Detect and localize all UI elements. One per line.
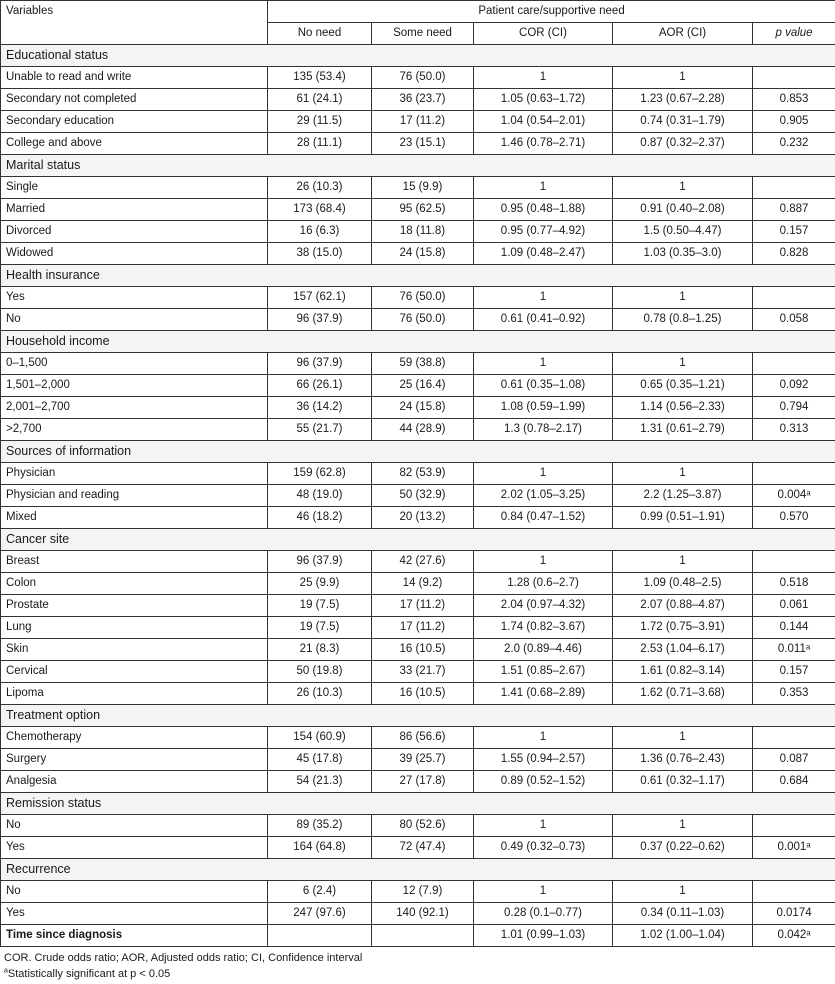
aor-cell: 1.03 (0.35–3.0) xyxy=(613,243,753,265)
row-label: Chemotherapy xyxy=(1,727,268,749)
cor-cell: 1.28 (0.6–2.7) xyxy=(474,573,613,595)
some-need-cell: 140 (92.1) xyxy=(372,903,474,925)
some-need-cell: 76 (50.0) xyxy=(372,309,474,331)
aor-cell: 1.5 (0.50–4.47) xyxy=(613,221,753,243)
some-need-cell: 76 (50.0) xyxy=(372,67,474,89)
cor-cell: 1.01 (0.99–1.03) xyxy=(474,925,613,947)
aor-cell: 0.87 (0.32–2.37) xyxy=(613,133,753,155)
table-row xyxy=(1,375,835,397)
section-row xyxy=(1,155,835,177)
row-label: Yes xyxy=(1,903,268,925)
table-row xyxy=(1,903,835,925)
header-no-need: No need xyxy=(268,23,372,45)
row-label: 2,001–2,700 xyxy=(1,397,268,419)
p-value-cell: 0.518 xyxy=(753,573,835,595)
some-need-cell: 14 (9.2) xyxy=(372,573,474,595)
cor-cell: 1.51 (0.85–2.67) xyxy=(474,661,613,683)
no-need-cell: 36 (14.2) xyxy=(268,397,372,419)
no-need-cell: 50 (19.8) xyxy=(268,661,372,683)
p-value-cell: 0.092 xyxy=(753,375,835,397)
row-label: Married xyxy=(1,199,268,221)
no-need-cell: 19 (7.5) xyxy=(268,595,372,617)
row-label: Lung xyxy=(1,617,268,639)
row-label: Analgesia xyxy=(1,771,268,793)
row-label: 1,501–2,000 xyxy=(1,375,268,397)
p-value-cell xyxy=(753,353,835,375)
row-label: Yes xyxy=(1,837,268,859)
cor-cell: 1.08 (0.59–1.99) xyxy=(474,397,613,419)
no-need-cell: 19 (7.5) xyxy=(268,617,372,639)
cor-cell: 0.95 (0.48–1.88) xyxy=(474,199,613,221)
some-need-cell: 42 (27.6) xyxy=(372,551,474,573)
table-row xyxy=(1,177,835,199)
aor-cell: 2.07 (0.88–4.87) xyxy=(613,595,753,617)
cor-cell: 1 xyxy=(474,177,613,199)
section-title: Remission status xyxy=(1,793,835,815)
table-row xyxy=(1,199,835,221)
no-need-cell: 247 (97.6) xyxy=(268,903,372,925)
row-label: Skin xyxy=(1,639,268,661)
row-label: Divorced xyxy=(1,221,268,243)
row-label: Unable to read and write xyxy=(1,67,268,89)
aor-cell: 1 xyxy=(613,815,753,837)
row-label: Widowed xyxy=(1,243,268,265)
row-label: Colon xyxy=(1,573,268,595)
cor-cell: 0.61 (0.41–0.92) xyxy=(474,309,613,331)
no-need-cell: 46 (18.2) xyxy=(268,507,372,529)
table-row xyxy=(1,309,835,331)
cor-cell: 1.3 (0.78–2.17) xyxy=(474,419,613,441)
header-variables: Variables xyxy=(1,1,268,45)
aor-cell: 1.02 (1.00–1.04) xyxy=(613,925,753,947)
table-row xyxy=(1,133,835,155)
some-need-cell: 17 (11.2) xyxy=(372,617,474,639)
row-label: Lipoma xyxy=(1,683,268,705)
no-need-cell: 6 (2.4) xyxy=(268,881,372,903)
header-group: Patient care/supportive need xyxy=(268,1,835,23)
no-need-cell: 48 (19.0) xyxy=(268,485,372,507)
no-need-cell: 55 (21.7) xyxy=(268,419,372,441)
header-p-value: p value xyxy=(753,23,835,45)
section-row xyxy=(1,45,835,67)
cor-cell: 1.46 (0.78–2.71) xyxy=(474,133,613,155)
p-value-cell: 0.828 xyxy=(753,243,835,265)
aor-cell: 1 xyxy=(613,67,753,89)
aor-cell: 0.65 (0.35–1.21) xyxy=(613,375,753,397)
no-need-cell xyxy=(268,925,372,947)
some-need-cell: 18 (11.8) xyxy=(372,221,474,243)
p-value-cell: 0.058 xyxy=(753,309,835,331)
footnote-significance xyxy=(4,966,831,982)
p-value-cell: 0.0174 xyxy=(753,903,835,925)
some-need-cell: 16 (10.5) xyxy=(372,639,474,661)
aor-cell: 1.09 (0.48–2.5) xyxy=(613,573,753,595)
some-need-cell: 50 (32.9) xyxy=(372,485,474,507)
header-some-need: Some need xyxy=(372,23,474,45)
header-aor: AOR (CI) xyxy=(613,23,753,45)
some-need-cell: 39 (25.7) xyxy=(372,749,474,771)
row-label: Surgery xyxy=(1,749,268,771)
some-need-cell: 76 (50.0) xyxy=(372,287,474,309)
aor-cell: 1.36 (0.76–2.43) xyxy=(613,749,753,771)
some-need-cell: 23 (15.1) xyxy=(372,133,474,155)
cor-cell: 1.04 (0.54–2.01) xyxy=(474,111,613,133)
no-need-cell: 21 (8.3) xyxy=(268,639,372,661)
p-value-cell: 0.905 xyxy=(753,111,835,133)
some-need-cell: 24 (15.8) xyxy=(372,397,474,419)
some-need-cell: 59 (38.8) xyxy=(372,353,474,375)
some-need-cell: 25 (16.4) xyxy=(372,375,474,397)
row-label: Mixed xyxy=(1,507,268,529)
table-row xyxy=(1,661,835,683)
row-label: No xyxy=(1,881,268,903)
some-need-cell: 36 (23.7) xyxy=(372,89,474,111)
aor-cell: 1 xyxy=(613,353,753,375)
aor-cell: 1 xyxy=(613,463,753,485)
p-value-cell xyxy=(753,287,835,309)
no-need-cell: 154 (60.9) xyxy=(268,727,372,749)
aor-cell: 0.61 (0.32–1.17) xyxy=(613,771,753,793)
table-row xyxy=(1,397,835,419)
no-need-cell: 29 (11.5) xyxy=(268,111,372,133)
p-value-cell xyxy=(753,551,835,573)
row-label: No xyxy=(1,309,268,331)
cor-cell: 0.89 (0.52–1.52) xyxy=(474,771,613,793)
table-row xyxy=(1,749,835,771)
cor-cell: 1 xyxy=(474,353,613,375)
no-need-cell: 89 (35.2) xyxy=(268,815,372,837)
cor-cell: 1 xyxy=(474,881,613,903)
row-label: Prostate xyxy=(1,595,268,617)
cor-cell: 0.84 (0.47–1.52) xyxy=(474,507,613,529)
some-need-cell: 72 (47.4) xyxy=(372,837,474,859)
section-row xyxy=(1,331,835,353)
some-need-cell: 16 (10.5) xyxy=(372,683,474,705)
section-title: Cancer site xyxy=(1,529,835,551)
table-row xyxy=(1,507,835,529)
no-need-cell: 38 (15.0) xyxy=(268,243,372,265)
section-title: Treatment option xyxy=(1,705,835,727)
table-row xyxy=(1,683,835,705)
header-cor: COR (CI) xyxy=(474,23,613,45)
some-need-cell: 15 (9.9) xyxy=(372,177,474,199)
aor-cell: 0.34 (0.11–1.03) xyxy=(613,903,753,925)
row-label: Physician xyxy=(1,463,268,485)
no-need-cell: 96 (37.9) xyxy=(268,353,372,375)
aor-cell: 1 xyxy=(613,177,753,199)
no-need-cell: 54 (21.3) xyxy=(268,771,372,793)
row-label: Secondary education xyxy=(1,111,268,133)
cor-cell: 0.95 (0.77–4.92) xyxy=(474,221,613,243)
aor-cell: 1.14 (0.56–2.33) xyxy=(613,397,753,419)
footnotes xyxy=(0,947,835,982)
some-need-cell: 17 (11.2) xyxy=(372,111,474,133)
some-need-cell: 20 (13.2) xyxy=(372,507,474,529)
table-row xyxy=(1,595,835,617)
table-row xyxy=(1,485,835,507)
aor-cell: 1.31 (0.61–2.79) xyxy=(613,419,753,441)
section-title: Sources of information xyxy=(1,441,835,463)
table-row xyxy=(1,815,835,837)
no-need-cell: 16 (6.3) xyxy=(268,221,372,243)
cor-cell: 1 xyxy=(474,67,613,89)
table-row xyxy=(1,881,835,903)
no-need-cell: 135 (53.4) xyxy=(268,67,372,89)
no-need-cell: 45 (17.8) xyxy=(268,749,372,771)
table-row xyxy=(1,221,835,243)
table-row xyxy=(1,727,835,749)
aor-cell: 1 xyxy=(613,287,753,309)
p-value-cell: 0.232 xyxy=(753,133,835,155)
p-value-cell: 0.042ᵃ xyxy=(753,925,835,947)
some-need-cell: 80 (52.6) xyxy=(372,815,474,837)
row-label: 0–1,500 xyxy=(1,353,268,375)
header-row-1 xyxy=(1,1,835,23)
table-row xyxy=(1,353,835,375)
aor-cell: 0.74 (0.31–1.79) xyxy=(613,111,753,133)
no-need-cell: 61 (24.1) xyxy=(268,89,372,111)
no-need-cell: 66 (26.1) xyxy=(268,375,372,397)
cor-cell: 1.05 (0.63–1.72) xyxy=(474,89,613,111)
footnote-mark: a xyxy=(4,967,8,975)
no-need-cell: 96 (37.9) xyxy=(268,309,372,331)
aor-cell: 0.37 (0.22–0.62) xyxy=(613,837,753,859)
table-row xyxy=(1,617,835,639)
row-label: Physician and reading xyxy=(1,485,268,507)
cor-cell: 1.09 (0.48–2.47) xyxy=(474,243,613,265)
table-row xyxy=(1,89,835,111)
section-row xyxy=(1,705,835,727)
aor-cell: 1.62 (0.71–3.68) xyxy=(613,683,753,705)
aor-cell: 1.72 (0.75–3.91) xyxy=(613,617,753,639)
table-row xyxy=(1,243,835,265)
some-need-cell: 27 (17.8) xyxy=(372,771,474,793)
row-label: Single xyxy=(1,177,268,199)
section-title: Educational status xyxy=(1,45,835,67)
cor-cell: 0.61 (0.35–1.08) xyxy=(474,375,613,397)
p-value-cell: 0.853 xyxy=(753,89,835,111)
no-need-cell: 25 (9.9) xyxy=(268,573,372,595)
p-value-cell xyxy=(753,463,835,485)
table-row xyxy=(1,551,835,573)
aor-cell: 1 xyxy=(613,881,753,903)
p-value-cell: 0.794 xyxy=(753,397,835,419)
section-title: Marital status xyxy=(1,155,835,177)
cor-cell: 0.28 (0.1–0.77) xyxy=(474,903,613,925)
cor-cell: 0.49 (0.32–0.73) xyxy=(474,837,613,859)
row-label: No xyxy=(1,815,268,837)
table-row xyxy=(1,419,835,441)
no-need-cell: 159 (62.8) xyxy=(268,463,372,485)
some-need-cell: 24 (15.8) xyxy=(372,243,474,265)
row-label: Cervical xyxy=(1,661,268,683)
cor-cell: 1 xyxy=(474,815,613,837)
section-row xyxy=(1,793,835,815)
cor-cell: 1.41 (0.68–2.89) xyxy=(474,683,613,705)
aor-cell: 2.53 (1.04–6.17) xyxy=(613,639,753,661)
cor-cell: 1.74 (0.82–3.67) xyxy=(474,617,613,639)
row-label: >2,700 xyxy=(1,419,268,441)
some-need-cell: 33 (21.7) xyxy=(372,661,474,683)
table-row xyxy=(1,639,835,661)
aor-cell: 0.78 (0.8–1.25) xyxy=(613,309,753,331)
table-row xyxy=(1,573,835,595)
cor-cell: 1 xyxy=(474,463,613,485)
some-need-cell: 12 (7.9) xyxy=(372,881,474,903)
some-need-cell: 86 (56.6) xyxy=(372,727,474,749)
row-label: College and above xyxy=(1,133,268,155)
p-value-cell xyxy=(753,881,835,903)
some-need-cell: 44 (28.9) xyxy=(372,419,474,441)
p-value-cell: 0.004ᵃ xyxy=(753,485,835,507)
table-row xyxy=(1,463,835,485)
p-value-cell: 0.087 xyxy=(753,749,835,771)
footnote-abbrev: COR. Crude odds ratio; AOR, Adjusted odds ratio; CI, Confidence interval xyxy=(4,952,363,964)
section-title: Recurrence xyxy=(1,859,835,881)
no-need-cell: 164 (64.8) xyxy=(268,837,372,859)
p-value-cell: 0.011ᵃ xyxy=(753,639,835,661)
p-value-cell xyxy=(753,727,835,749)
table-row xyxy=(1,837,835,859)
cor-cell: 1.55 (0.94–2.57) xyxy=(474,749,613,771)
p-value-cell: 0.313 xyxy=(753,419,835,441)
section-row xyxy=(1,441,835,463)
no-need-cell: 26 (10.3) xyxy=(268,177,372,199)
no-need-cell: 26 (10.3) xyxy=(268,683,372,705)
no-need-cell: 96 (37.9) xyxy=(268,551,372,573)
no-need-cell: 157 (62.1) xyxy=(268,287,372,309)
p-value-cell: 0.684 xyxy=(753,771,835,793)
cor-cell: 1 xyxy=(474,287,613,309)
section-title: Household income xyxy=(1,331,835,353)
some-need-cell: 17 (11.2) xyxy=(372,595,474,617)
p-value-cell: 0.570 xyxy=(753,507,835,529)
some-need-cell: 95 (62.5) xyxy=(372,199,474,221)
aor-cell: 2.2 (1.25–3.87) xyxy=(613,485,753,507)
p-value-cell: 0.061 xyxy=(753,595,835,617)
table-row xyxy=(1,67,835,89)
cor-cell: 2.02 (1.05–3.25) xyxy=(474,485,613,507)
some-need-cell: 82 (53.9) xyxy=(372,463,474,485)
aor-cell: 1.61 (0.82–3.14) xyxy=(613,661,753,683)
section-title: Health insurance xyxy=(1,265,835,287)
table-row xyxy=(1,287,835,309)
cor-cell: 2.0 (0.89–4.46) xyxy=(474,639,613,661)
aor-cell: 1.23 (0.67–2.28) xyxy=(613,89,753,111)
section-row xyxy=(1,859,835,881)
p-value-cell: 0.353 xyxy=(753,683,835,705)
section-row xyxy=(1,265,835,287)
some-need-cell xyxy=(372,925,474,947)
cor-cell: 1 xyxy=(474,551,613,573)
row-label: Breast xyxy=(1,551,268,573)
section-row xyxy=(1,529,835,551)
aor-cell: 1 xyxy=(613,551,753,573)
p-value-cell xyxy=(753,67,835,89)
p-value-cell: 0.157 xyxy=(753,221,835,243)
p-value-cell: 0.887 xyxy=(753,199,835,221)
p-value-cell xyxy=(753,815,835,837)
aor-cell: 0.91 (0.40–2.08) xyxy=(613,199,753,221)
no-need-cell: 28 (11.1) xyxy=(268,133,372,155)
p-value-cell: 0.144 xyxy=(753,617,835,639)
row-label: Yes xyxy=(1,287,268,309)
aor-cell: 0.99 (0.51–1.91) xyxy=(613,507,753,529)
table-row xyxy=(1,771,835,793)
table-row xyxy=(1,111,835,133)
row-label: Time since diagnosis xyxy=(1,925,268,947)
aor-cell: 1 xyxy=(613,727,753,749)
cor-cell: 1 xyxy=(474,727,613,749)
cor-cell: 2.04 (0.97–4.32) xyxy=(474,595,613,617)
p-value-cell: 0.157 xyxy=(753,661,835,683)
p-value-cell: 0.001ᵃ xyxy=(753,837,835,859)
row-label: Secondary not completed xyxy=(1,89,268,111)
no-need-cell: 173 (68.4) xyxy=(268,199,372,221)
p-value-cell xyxy=(753,177,835,199)
time-since-diagnosis-row xyxy=(1,925,835,947)
footnote-sig-text: Statistically significant at p < 0.05 xyxy=(7,968,171,980)
